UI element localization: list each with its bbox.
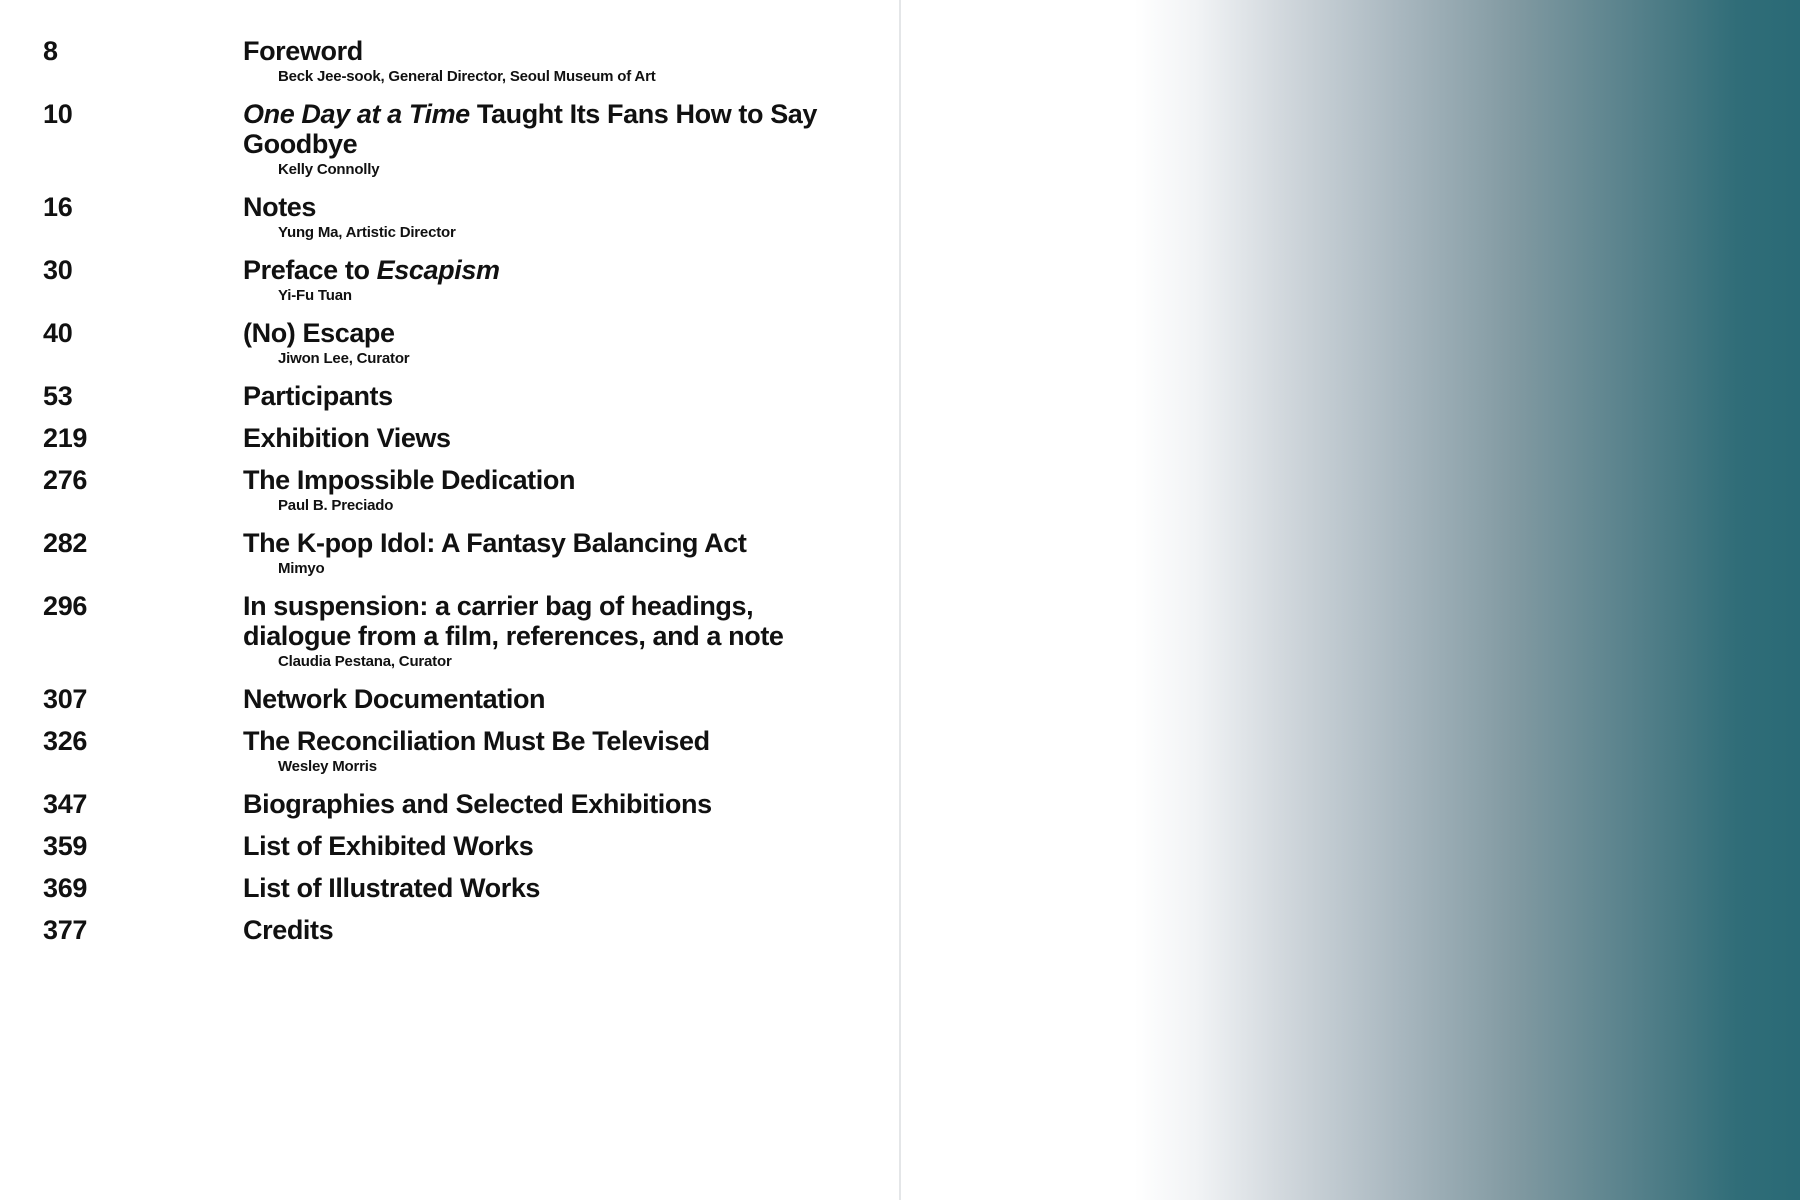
- toc-page-number: 347: [43, 789, 88, 819]
- toc-entry: [43, 789, 843, 820]
- toc-entry-title: [243, 381, 843, 411]
- toc-entry-author: Yi-Fu Tuan: [278, 287, 352, 304]
- toc-page-number: 282: [43, 528, 88, 558]
- toc-title-segment: The Reconciliation Must Be Televised: [243, 726, 710, 756]
- toc-entry-body: [243, 36, 843, 86]
- toc-title-segment: Network Documentation: [243, 684, 546, 714]
- toc-title-segment: The Impossible Dedication: [243, 465, 576, 495]
- toc-entry-body: [243, 591, 843, 671]
- toc-title-italic-segment: One Day at a Time: [243, 99, 470, 129]
- toc-entry-body: [243, 684, 843, 714]
- toc-entry-title: [243, 36, 843, 66]
- toc-entry-author: Jiwon Lee, Curator: [278, 350, 410, 367]
- toc-entry-title: [243, 789, 843, 819]
- toc-entry: [43, 831, 843, 862]
- toc-entry: [43, 684, 843, 715]
- toc-entry: [43, 318, 843, 368]
- toc-page-number: 53: [43, 381, 73, 411]
- toc-entry-title: [243, 99, 843, 159]
- toc-entry-title: [243, 831, 843, 861]
- toc-entry-title: [243, 255, 843, 285]
- toc-entry-title: [243, 591, 843, 651]
- toc-entry: [43, 528, 843, 578]
- toc-entry-body: [243, 423, 843, 453]
- toc-entry-title: [243, 873, 843, 903]
- toc-entry-author: Claudia Pestana, Curator: [278, 653, 452, 670]
- toc-entry-title: [243, 192, 843, 222]
- toc-page-number: 377: [43, 915, 88, 945]
- toc-entry-body: [243, 873, 843, 903]
- toc-entry-author: Paul B. Preciado: [278, 497, 394, 514]
- toc-page-number: 307: [43, 684, 88, 714]
- toc-entry-title: [243, 684, 843, 714]
- toc-title-segment: Notes: [243, 192, 317, 222]
- toc-title-segment: Preface to: [243, 255, 377, 285]
- toc-title-segment: The K-pop Idol: A Fantasy Balancing Act: [243, 528, 747, 558]
- toc-entry-body: [243, 99, 843, 179]
- toc-entry: [43, 591, 843, 671]
- toc-entry-author: Kelly Connolly: [278, 161, 380, 178]
- toc-entry-body: [243, 726, 843, 776]
- toc-entry-body: [243, 831, 843, 861]
- toc-entry-author: Yung Ma, Artistic Director: [278, 224, 456, 241]
- toc-entry-author: Beck Jee-sook, General Director, Seoul Museum of Art: [278, 68, 656, 85]
- toc-entry-author: Wesley Morris: [278, 758, 377, 775]
- toc-page-number: 359: [43, 831, 88, 861]
- toc-entry: [43, 255, 843, 305]
- toc-entry-body: [243, 465, 843, 515]
- toc-entry: [43, 99, 843, 179]
- toc-title-segment: (No) Escape: [243, 318, 395, 348]
- toc-entry-body: [243, 915, 843, 945]
- toc-entry-body: [243, 255, 843, 305]
- toc-entry: [43, 192, 843, 242]
- toc-entry: [43, 381, 843, 412]
- toc-entry-title: [243, 726, 843, 756]
- toc-entry-title: [243, 423, 843, 453]
- toc-entry: [43, 915, 843, 946]
- toc-entry-body: [243, 789, 843, 819]
- toc-entry: [43, 873, 843, 904]
- toc-entry-body: [243, 528, 843, 578]
- toc-page-number: 296: [43, 591, 88, 621]
- toc-entry: [43, 465, 843, 515]
- toc-title-segment: Taught Its Fans How to Say Goodbye: [243, 99, 818, 159]
- toc-entry-body: [243, 318, 843, 368]
- toc-entry: [43, 423, 843, 454]
- toc-entry-title: [243, 318, 843, 348]
- toc-page-number: 276: [43, 465, 88, 495]
- toc-page-number: 219: [43, 423, 88, 453]
- toc-entry-body: [243, 192, 843, 242]
- toc-page-number: 8: [43, 36, 58, 66]
- toc-title-segment: Credits: [243, 915, 334, 945]
- toc-entry: [43, 726, 843, 776]
- toc-title-segment: Biographies and Selected Exhibitions: [243, 789, 712, 819]
- toc-title-segment: List of Illustrated Works: [243, 873, 541, 903]
- toc-page-number: 369: [43, 873, 88, 903]
- gradient-page: [901, 0, 1800, 1200]
- toc-title-italic-segment: Escapism: [376, 255, 500, 285]
- toc-title-segment: In suspension: a carrier bag of headings, dialogue from a film, references, and a note: [243, 591, 784, 651]
- toc-entry-author: Mimyo: [278, 560, 325, 577]
- toc-title-segment: Participants: [243, 381, 393, 411]
- toc-page-number: 16: [43, 192, 73, 222]
- toc-entry-title: [243, 528, 843, 558]
- contents-page: [0, 0, 899, 1200]
- toc-entry-body: [243, 381, 843, 411]
- toc-entry-title: [243, 465, 843, 495]
- toc-entry-title: [243, 915, 843, 945]
- toc-page-number: 40: [43, 318, 73, 348]
- toc-title-segment: Exhibition Views: [243, 423, 451, 453]
- toc-page-number: 326: [43, 726, 88, 756]
- toc-entry: [43, 36, 843, 86]
- toc-title-segment: List of Exhibited Works: [243, 831, 534, 861]
- table-of-contents: [43, 36, 843, 957]
- toc-page-number: 30: [43, 255, 73, 285]
- toc-title-segment: Foreword: [243, 36, 363, 66]
- toc-page-number: 10: [43, 99, 73, 129]
